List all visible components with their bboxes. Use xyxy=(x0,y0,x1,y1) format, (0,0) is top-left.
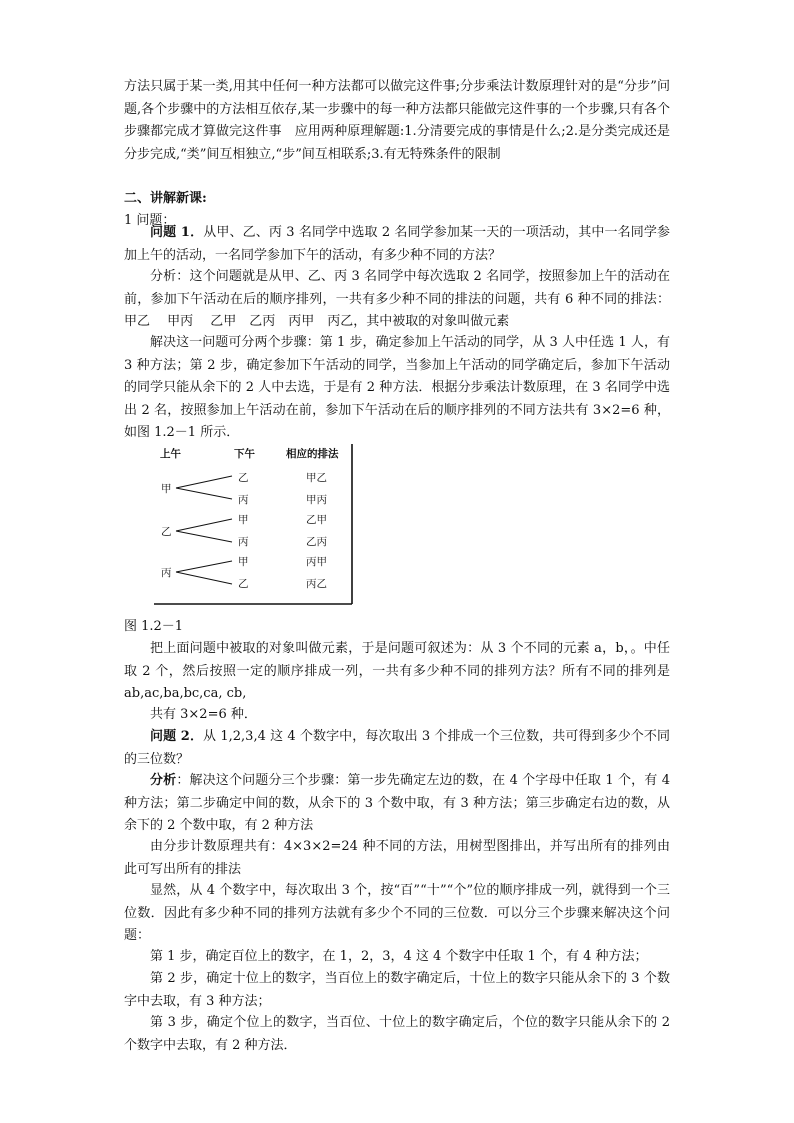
tree-branch: 乙 xyxy=(238,472,249,484)
tree-branch-line xyxy=(176,572,232,584)
tree-result: 甲丙 xyxy=(306,494,327,506)
section-title: 二、讲解新课: xyxy=(124,191,207,206)
restate-total: 共有 3×2=6 种． xyxy=(150,707,257,722)
intro-paragraph: 方法只属于某一类,用其中任何一种方法都可以做完这件事;分步乘法计数原理针对的是“分步”问题,各个步骤中的方法相互依存,某一步骤中的每一种方法都只能做完这件事的一个步骤,只有各个步骤都完成才算做完这件事 应用两种原理解题:1.分清要完成的事情是什么;2.是分类完成还是分步完成,“类”间互相独立,“步”间互相联系;3.有无特殊条件的限制 xyxy=(124,79,670,162)
tree-branch: 甲 xyxy=(238,514,249,526)
problem2-paragraph xyxy=(124,726,670,771)
obvious-paragraph: 显然，从 4 个数字中，每次取出 3 个，按“百”“十”“个”位的顺序排成一列，就得到一个三位数．因此有多少种不同的排列方法就有多少个不同的三位数．可以分三个步骤来解决这个问题： xyxy=(124,883,670,943)
problem2-label: 问题 2． xyxy=(150,729,204,744)
problem1-label: 问题 1． xyxy=(150,225,204,240)
analysis-text: ：解决这个问题分三个步骤：第一步先确定左边的数，在 4 个字母中任取 1 个，有 4 种方法；第二步确定中间的数，从余下的 3 个数中取，有 3 种方法；第三步确定右边的数，从余下的 2 个数中取，有 2 种方法 xyxy=(124,773,670,833)
tree-branch-line xyxy=(176,476,232,488)
tree-branch-line xyxy=(176,531,232,542)
problem1-analysis: 分析：这个问题就是从甲、乙、丙 3 名同学中每次选取 2 名同学，按照参加上午的活动在前，参加下午活动在后的顺序排列，一共有多少种不同的排法的问题，共有 6 种不同的排法：甲乙 甲丙 乙甲 乙丙 丙甲 丙乙，其中被取的对象叫做元素 xyxy=(124,269,670,329)
tree-root: 丙 xyxy=(161,567,172,579)
header-arrangement: 相应的排法 xyxy=(286,448,339,460)
header-morning: 上午 xyxy=(160,448,181,460)
problem1-paragraph xyxy=(124,222,670,267)
tree-branch-line xyxy=(176,561,232,572)
tree-branch: 丙 xyxy=(238,494,249,506)
problem2-text: 从 1,2,3,4 这 4 个数字中，每次取出 3 个排成一个三位数，共可得到多少个不同的三位数？ xyxy=(124,729,670,767)
tree-result: 甲乙 xyxy=(306,472,327,484)
tree-branch: 甲 xyxy=(238,556,249,568)
step2-paragraph: 第 2 步，确定十位上的数字，当百位上的数字确定后，十位上的数字只能从余下的 3 个数字中去取，有 3 种方法； xyxy=(124,971,670,1009)
step1-paragraph: 第 1 步，确定百位上的数字，在 1，2，3，4 这 4 个数字中任取 1 个，有 4 种方法； xyxy=(150,949,648,964)
tree-result: 丙乙 xyxy=(306,578,327,590)
header-afternoon: 下午 xyxy=(234,448,255,460)
tree-result: 乙甲 xyxy=(306,514,327,526)
problem1-text: 从甲、乙、丙 3 名同学中选取 2 名同学参加某一天的一项活动，其中一名同学参加上午的活动，一名同学参加下午的活动，有多少种不同的方法？ xyxy=(124,225,670,263)
tree-branch: 丙 xyxy=(238,536,249,548)
tree-branch-line xyxy=(176,519,232,531)
tree-diagram xyxy=(152,440,357,608)
tree-root: 甲 xyxy=(161,483,172,495)
tree-root: 乙 xyxy=(161,526,172,538)
restate-paragraph: 把上面问题中被取的对象叫做元素，于是问题可叙述为：从 3 个不同的元素 a，b，。中任取 2 个，然后按照一定的顺序排成一列，一共有多少种不同的排列方法？所有不同的排列是 ab,ac,ba,bc,ca, cb, xyxy=(124,641,670,701)
figure-caption: 图 1.2－1 xyxy=(124,619,184,634)
tree-result: 乙丙 xyxy=(306,536,327,548)
problem2-analysis xyxy=(124,770,670,838)
problem1-solution: 解决这一问题可分两个步骤：第 1 步，确定参加上午活动的同学，从 3 人中任选 1 人，有 3 种方法；第 2 步，确定参加下午活动的同学，当参加上午活动的同学确定后，参加下午活动的同学只能从余下的 2 人中去选，于是有 2 种方法．根据分步乘法计数原理，在 3 名同学中选出 2 名，按照参加上午活动在前，参加下午活动在后的顺序排列的不同方法共有 3×2=6 种，如图 1.2－1 所示． xyxy=(124,335,670,440)
tree-branch: 乙 xyxy=(238,578,249,590)
tree-branch-line xyxy=(176,488,232,499)
analysis-label: 分析 xyxy=(150,773,177,788)
question-heading: 1 问题： xyxy=(124,213,176,228)
step3-paragraph: 第 3 步，确定个位上的数字，当百位、十位上的数字确定后，个位的数字只能从余下的 2 个数字中去取，有 2 种方法． xyxy=(124,1015,670,1053)
tree-result: 丙甲 xyxy=(306,556,327,568)
count-paragraph: 由分步计数原理共有：4×3×2=24 种不同的方法，用树型图排出，并写出所有的排列由此可写出所有的排法 xyxy=(124,839,670,877)
